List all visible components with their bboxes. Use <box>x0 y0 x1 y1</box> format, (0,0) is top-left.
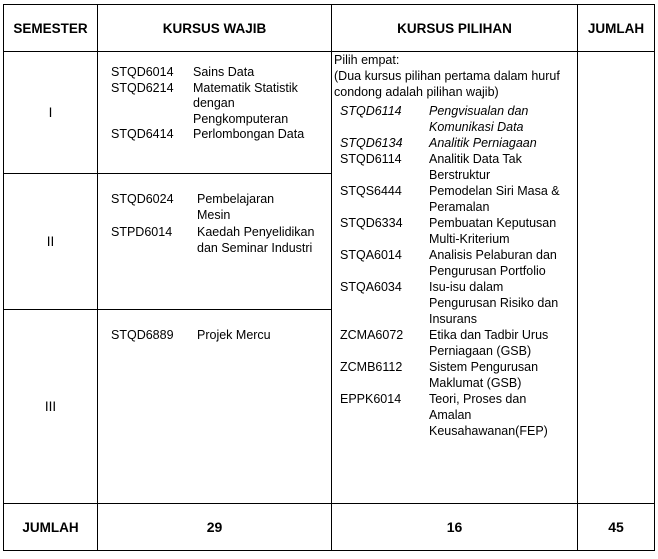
total-jumlah: 45 <box>578 504 655 551</box>
list-item <box>111 127 331 143</box>
course-code: STQA6014 <box>340 248 402 262</box>
course-title: Analisis Pelaburan dan Pengurusan Portfolio <box>429 248 557 278</box>
list-item <box>334 279 577 327</box>
list-item <box>111 192 331 223</box>
total-row <box>4 504 655 551</box>
header-kursus-pilihan: KURSUS PILIHAN <box>332 5 578 52</box>
course-title: Isu-isu dalam Pengurusan Risiko dan Insurans <box>429 280 559 326</box>
course-code: ZCMA6072 <box>340 328 404 342</box>
course-title: Kaedah Penyelidikan dan Seminar Industri <box>197 225 315 255</box>
course-code: STQD6014 <box>111 65 174 79</box>
course-code: STPD6014 <box>111 225 173 240</box>
course-code: STQD6889 <box>111 328 174 342</box>
wajib-cell <box>98 310 332 504</box>
course-title: Etika dan Tadbir Urus Perniagaan (GSB) <box>429 328 549 358</box>
list-item <box>334 215 577 247</box>
header-row <box>4 5 655 52</box>
course-title: Matematik Statistik dengan Pengkomputeran <box>193 80 298 126</box>
list-item <box>111 81 331 128</box>
course-title: Pembelajaran Mesin <box>197 192 275 222</box>
course-code: STQD6024 <box>111 192 174 206</box>
semester-label: II <box>4 174 98 310</box>
list-item <box>334 103 577 135</box>
list-item <box>334 151 577 183</box>
list-item <box>111 65 331 81</box>
list-item <box>334 135 577 151</box>
pilihan-note: (Dua kursus pilihan pertama dalam huruf condong adalah pilihan wajib) <box>334 69 560 99</box>
course-title: Analitik Perniagaan <box>429 136 537 150</box>
course-code: STQS6444 <box>340 184 402 198</box>
course-title: Sains Data <box>193 65 255 79</box>
pilihan-intro-text: Pilih empat: <box>334 53 400 67</box>
total-pilihan: 16 <box>332 504 578 551</box>
course-code: STQD6134 <box>340 136 403 150</box>
course-code: STQD6334 <box>340 216 403 230</box>
semester-label: III <box>4 310 98 504</box>
list-item <box>334 327 577 359</box>
total-label: JUMLAH <box>4 504 98 551</box>
list-item <box>111 225 331 256</box>
wajib-cell <box>98 174 332 310</box>
semester-label: I <box>4 52 98 174</box>
course-code: EPPK6014 <box>340 392 402 406</box>
header-semester: SEMESTER <box>4 5 98 52</box>
course-title: Pembuatan Keputusan Multi-Kriterium <box>429 216 557 246</box>
header-jumlah: JUMLAH <box>578 5 655 52</box>
course-code: STQD6214 <box>111 80 174 95</box>
course-title: Pengvisualan dan Komunikasi Data <box>429 104 529 134</box>
course-title: Analitik Data Tak Berstruktur <box>429 152 522 182</box>
course-title: Perlombongan Data <box>193 127 305 142</box>
course-code: STQD6414 <box>111 127 174 142</box>
course-title: Projek Mercu <box>197 328 271 342</box>
course-title: Pemodelan Siri Masa & Peramalan <box>429 184 560 214</box>
total-wajib: 29 <box>98 504 332 551</box>
semester-row-1 <box>4 52 655 174</box>
curriculum-table <box>3 4 655 551</box>
list-item <box>111 328 331 344</box>
wajib-cell <box>98 52 332 174</box>
list-item <box>334 183 577 215</box>
course-code: STQD6114 <box>340 104 402 118</box>
list-item <box>334 247 577 279</box>
course-title: Sistem Pengurusan Maklumat (GSB) <box>429 360 539 390</box>
course-code: STQA6034 <box>340 280 402 294</box>
course-title: Teori, Proses dan Amalan Keusahawanan(FEP) <box>429 392 548 438</box>
jumlah-cell-empty <box>578 52 655 504</box>
course-code: ZCMB6112 <box>340 360 403 374</box>
list-item <box>334 359 577 391</box>
list-item <box>334 391 577 439</box>
header-kursus-wajib: KURSUS WAJIB <box>98 5 332 52</box>
course-code: STQD6114 <box>340 152 402 166</box>
pilihan-cell <box>332 52 578 504</box>
pilihan-intro <box>334 52 577 100</box>
